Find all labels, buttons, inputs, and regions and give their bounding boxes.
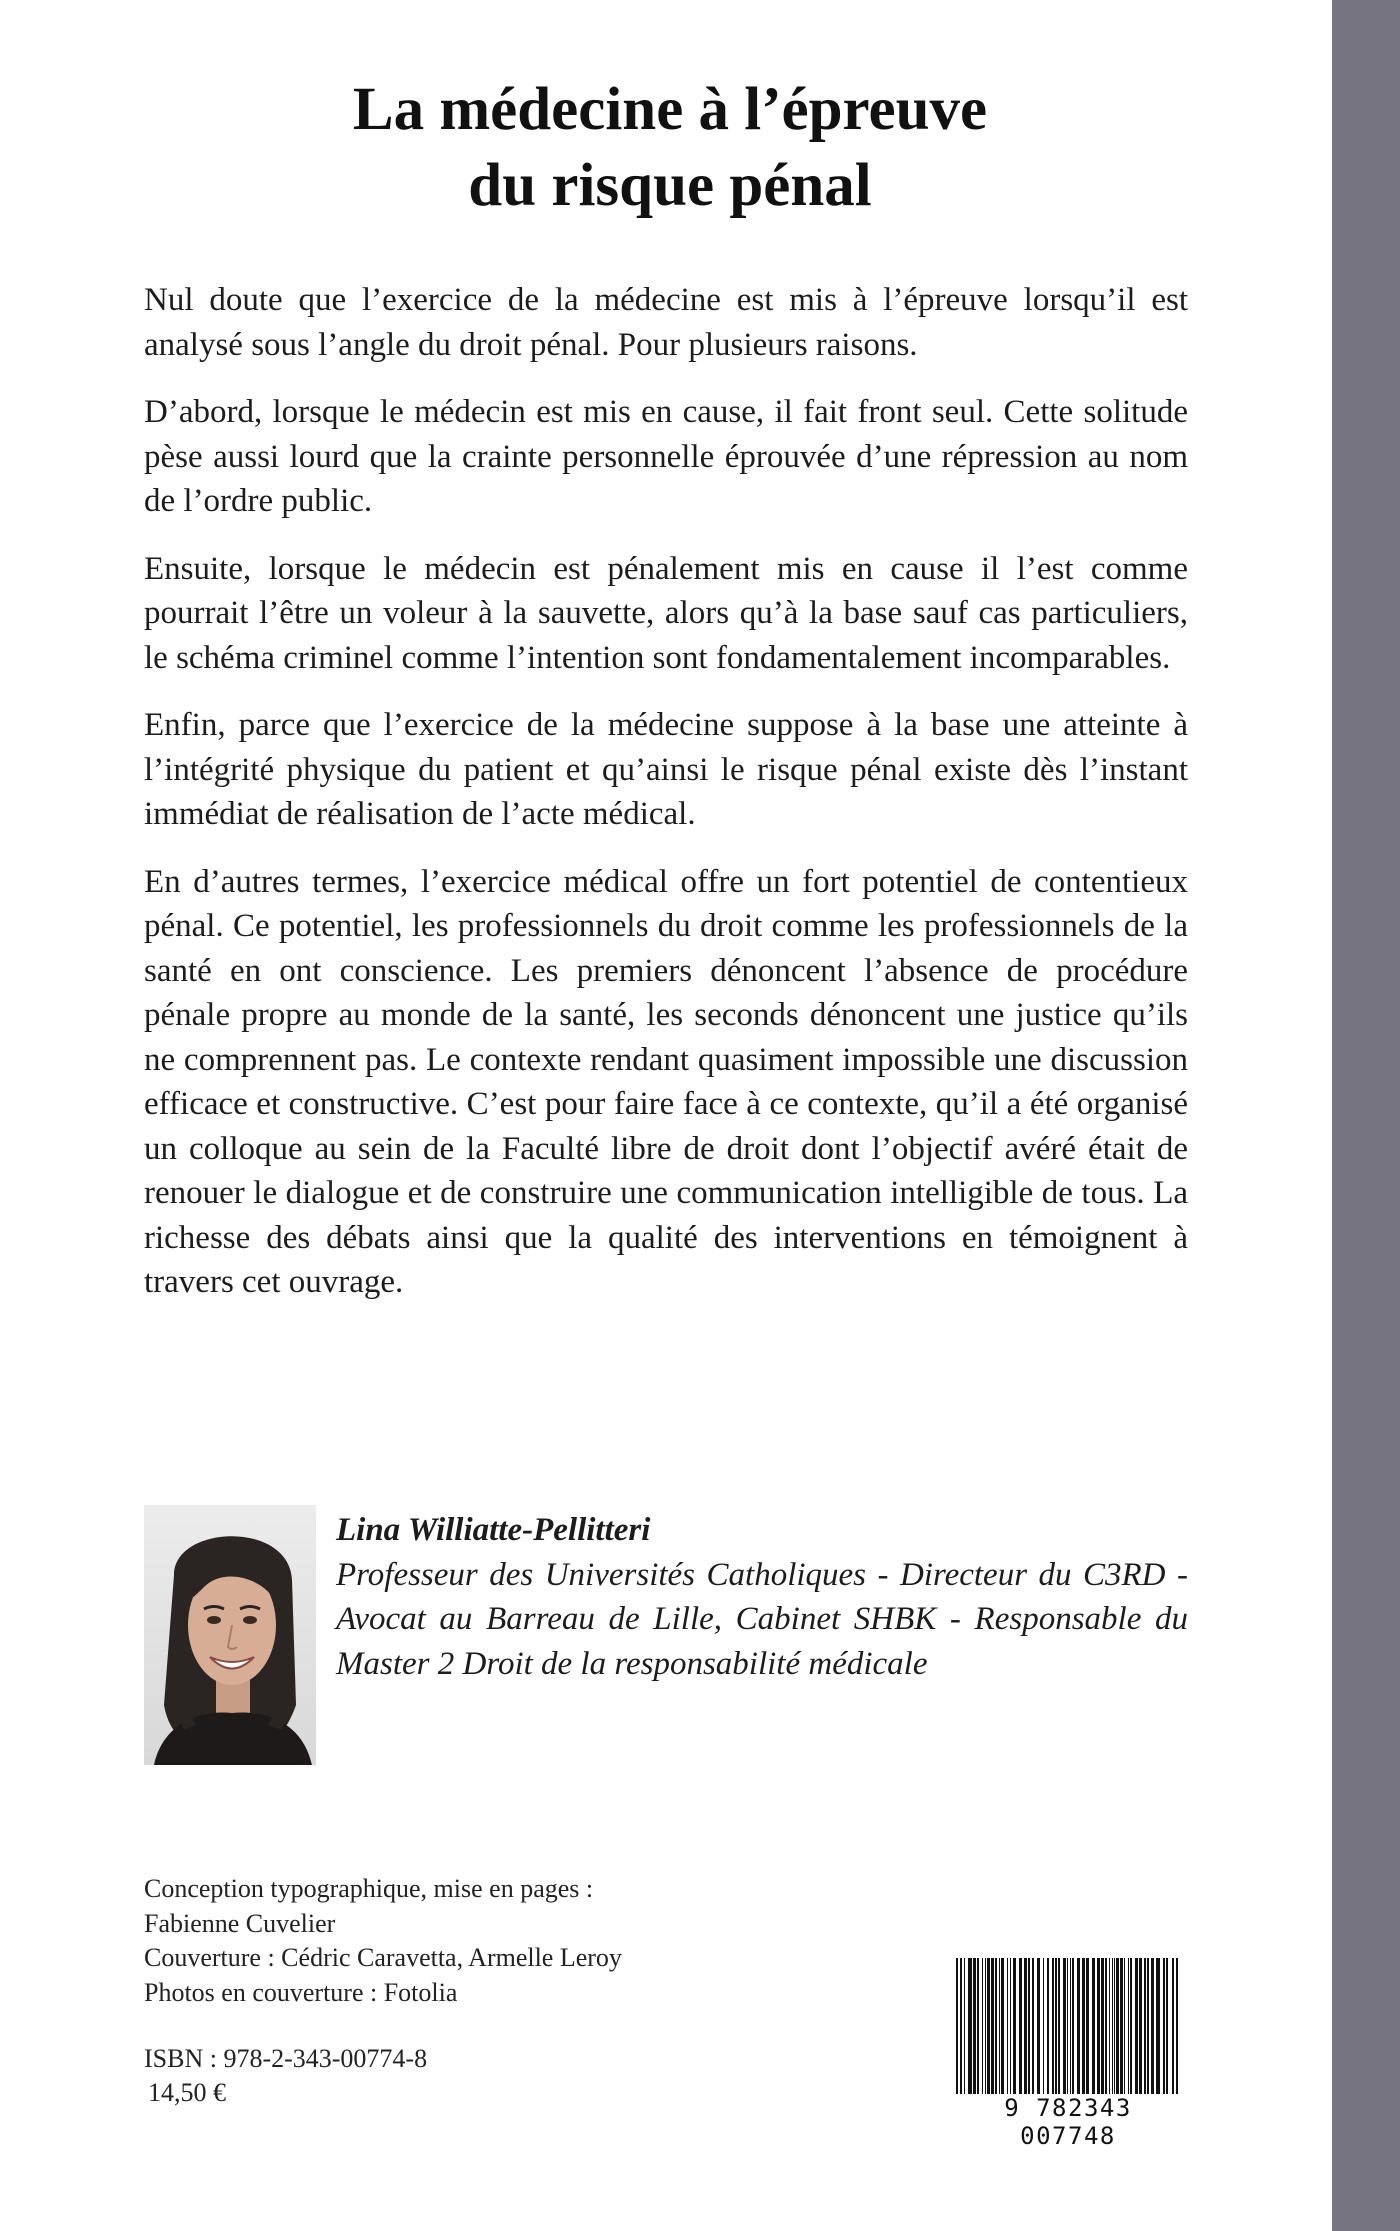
- barcode-bar: [1130, 1958, 1132, 2098]
- blurb-paragraph: Nul doute que l’exercice de la médecine est mis à l’épreuve lorsqu’il est analysé sous l’angle du droit pénal. Pour plusieurs raisons.: [144, 282, 1188, 363]
- author-role: Professeur des Universités Catholiques - Directeur du C3RD - Avocat au Barreau de Lille, Cabinet SHBK - Responsable du Master 2 Droit de la responsabilité médicale: [336, 1556, 1188, 1682]
- credit-line: Couverture : Cédric Caravetta, Armelle Leroy: [144, 1943, 622, 1972]
- author-bio: [336, 1508, 1188, 1686]
- barcode-bar: [1156, 1958, 1160, 2098]
- barcode-bar: [1128, 1958, 1129, 2098]
- barcode-bar: [1043, 1958, 1044, 2098]
- barcode-bar: [1144, 1958, 1146, 2098]
- barcode-bar: [1019, 1958, 1022, 2098]
- barcode-bar: [1082, 1958, 1085, 2098]
- barcode-bar: [956, 1958, 958, 2108]
- barcode-bar: [1007, 1958, 1008, 2098]
- barcode-bar: [1013, 1958, 1016, 2098]
- title-line-2: du risque pénal: [468, 152, 872, 219]
- book-spine-edge: [1332, 0, 1400, 2231]
- credit-line: Fabienne Cuvelier: [144, 1908, 336, 1938]
- book-title: [200, 72, 1140, 224]
- barcode-bar: [1124, 1958, 1125, 2098]
- back-cover-blurb: [144, 278, 1188, 1328]
- barcode-bar: [977, 1958, 979, 2098]
- barcode-bar: [1105, 1958, 1107, 2098]
- barcode-bar: [1139, 1958, 1142, 2098]
- credit-line: Photos en couverture : Fotolia: [144, 1977, 458, 2007]
- barcode-bar: [1024, 1958, 1027, 2098]
- author-photo: [144, 1505, 316, 1765]
- barcode-bar: [985, 1958, 986, 2098]
- blurb-paragraph: Ensuite, lorsque le médecin est pénalement mis en cause il l’est comme pourrait l’être un voleur à la sauvette, alors qu’à la base sauf cas particuliers, le schéma criminel comme l’intention sont fondamentalement incomparables.: [144, 550, 1188, 676]
- credit-line: Conception typographique, mise en pages :: [144, 1874, 594, 1903]
- barcode-digits: 9 782343 007748: [952, 2094, 1184, 2150]
- barcode-bar: [1010, 1958, 1011, 2098]
- barcode-bar: [1086, 1958, 1089, 2098]
- blurb-paragraph: Enfin, parce que l’exercice de la médecine suppose à la base une atteinte à l’intégrité physique du patient et qu’ainsi le risque pénal existe dès l’instant immédiat de réalisation de l’acte médical.: [144, 707, 1188, 832]
- barcode-bar: [1058, 1958, 1060, 2098]
- barcode-bar: [1120, 1958, 1123, 2098]
- barcode-bar: [1109, 1958, 1110, 2098]
- barcode-bar: [1151, 1958, 1154, 2098]
- barcode-bar: [991, 1958, 994, 2098]
- barcode-bar: [982, 1958, 983, 2098]
- barcode-bar: [1092, 1958, 1095, 2098]
- barcode-bar: [987, 1958, 990, 2098]
- author-portrait-icon: [144, 1505, 316, 1765]
- blurb-paragraph: D’abord, lorsque le médecin est mis en cause, il fait front seul. Cette solitude pèse aussi lourd que la crainte personnelle éprouvée d’une répression au nom de l’ordre public.: [144, 394, 1188, 519]
- barcode-bar: [1070, 1958, 1071, 2098]
- barcode-bar: [1101, 1958, 1104, 2098]
- price: 14,50 €: [148, 2078, 226, 2107]
- barcode-bar: [1028, 1958, 1030, 2098]
- isbn: ISBN : 978-2-343-00774-8: [144, 2044, 428, 2073]
- barcode-bar: [1114, 1958, 1115, 2098]
- barcode-bar: [1097, 1958, 1100, 2098]
- barcode-bar: [999, 1958, 1000, 2098]
- barcode-bar: [1047, 1958, 1049, 2098]
- barcode-bar: [1147, 1958, 1149, 2098]
- credits-block: [144, 1872, 864, 2010]
- barcode-bar: [973, 1958, 976, 2098]
- barcode-bar: [1072, 1958, 1074, 2098]
- barcode-bar: [1163, 1958, 1165, 2098]
- barcode-bar: [1037, 1958, 1040, 2098]
- barcode-bar: [1172, 1958, 1174, 2108]
- barcode-bar: [964, 1958, 965, 2098]
- barcode-bar: [995, 1958, 997, 2098]
- barcode-bar: [1135, 1958, 1138, 2098]
- barcode-bar: [1052, 1958, 1054, 2098]
- barcode-bar: [968, 1958, 972, 2098]
- barcode-bar: [960, 1958, 962, 2108]
- barcode-bar: [1063, 1958, 1066, 2098]
- barcode-bar: [1116, 1958, 1119, 2098]
- blurb-paragraph: En d’autres termes, l’exercice médical offre un fort potentiel de contentieux pénal. Ce potentiel, les professionnels du droit comme les professionnels de la santé en ont conscience. Les premiers dénoncent l’absence de procédure pénale propre au monde de la santé, les seconds dénoncent une justice qu’ils ne comprennent pas. Le contexte rendant quasiment impossible une discussion efficace et constructive. C’est pour faire face à ce contexte, qu’il a été organisé un colloque au sein de la Faculté libre de droit dont l’objectif avéré était de renouer le dialogue et de construire une communication intelligible de tous. La richesse des débats ainsi que la qualité des interventions en témoignent à travers cet ouvrage.: [144, 863, 1188, 1300]
- barcode-bar: [1032, 1958, 1034, 2098]
- barcode-bar: [1067, 1958, 1068, 2098]
- barcode-bar: [1112, 1958, 1113, 2098]
- barcode-bar: [1077, 1958, 1080, 2098]
- barcode-bar: [1176, 1958, 1178, 2108]
- barcode-bar: [1055, 1958, 1057, 2098]
- title-line-1: La médecine à l’épreuve: [352, 76, 988, 143]
- barcode-bar: [1001, 1958, 1004, 2098]
- author-name: Lina Williatte-Pellitteri: [336, 1512, 651, 1548]
- barcode-bar: [1166, 1958, 1168, 2098]
